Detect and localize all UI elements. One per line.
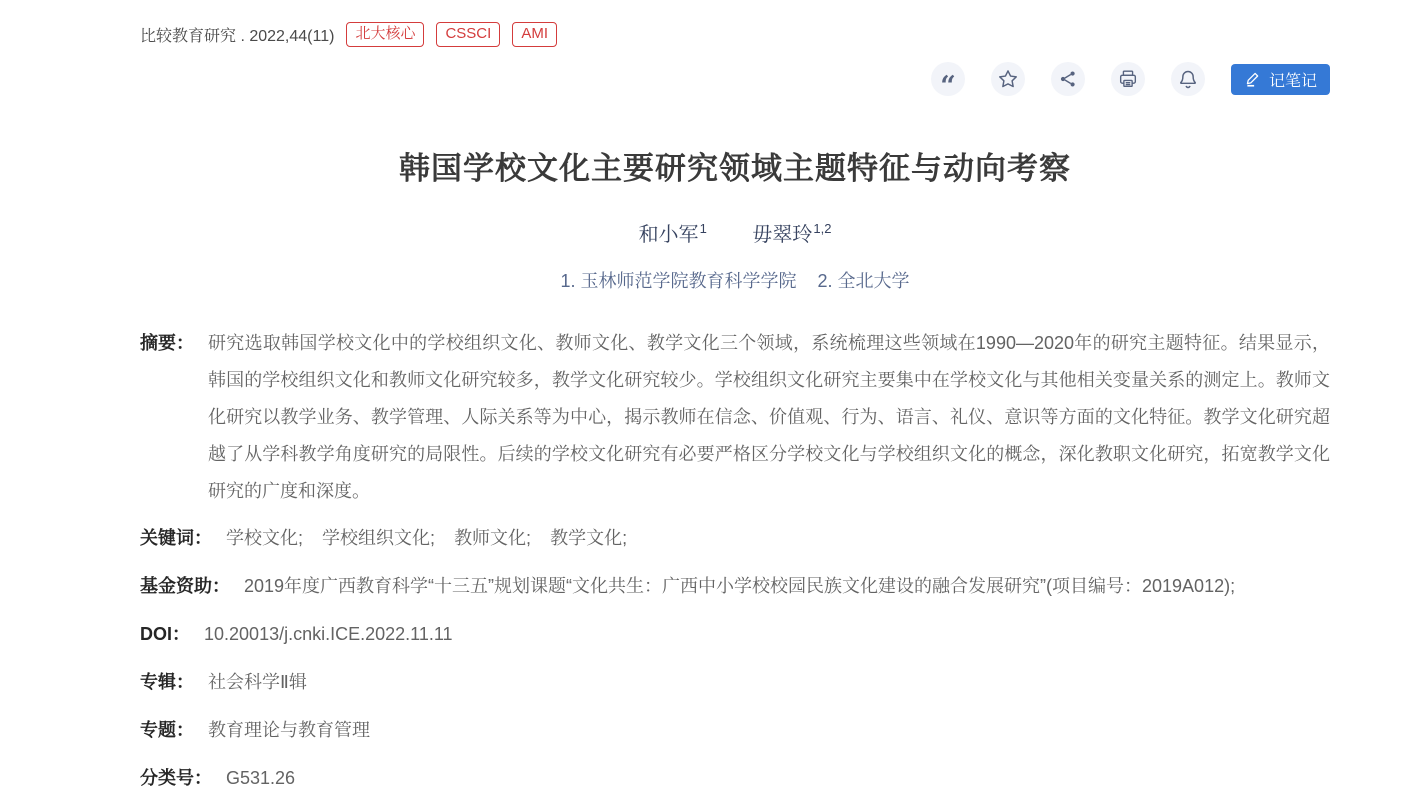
journal-source-link[interactable]: 比较教育研究 . 2022,44(11) [140, 28, 335, 45]
article-title: 韩国学校文化主要研究领域主题特征与动向考察 [399, 151, 1071, 186]
print-button[interactable] [1111, 62, 1145, 96]
fund-row [140, 568, 1330, 605]
take-note-label: 记笔记 [1268, 72, 1317, 90]
keyword-link[interactable]: 教学文化; [550, 528, 628, 549]
author-affil-sup: 1 [699, 221, 707, 237]
clc-value: G531.26 [226, 767, 296, 788]
alert-button[interactable] [1171, 62, 1205, 96]
quote-button[interactable]: “ [931, 62, 965, 96]
action-toolbar [140, 61, 1330, 102]
clc-label: 分类号： [140, 767, 212, 788]
take-note-button[interactable] [1231, 64, 1330, 95]
journal-line [140, 22, 1330, 47]
bell-icon [1177, 68, 1199, 90]
keyword-link[interactable]: 学校文化; [226, 528, 304, 549]
keyword-link[interactable]: 学校组织文化; [322, 528, 436, 549]
keywords-row [140, 520, 1330, 557]
author-link[interactable] [752, 221, 832, 246]
abstract-text: 研究选取韩国学校文化中的学校组织文化、教师文化、教学文化三个领域，系统梳理这些领域在1990—2020年的研究主题特征。结果显示，韩国的学校组织文化和教师文化研究较多，教学文化研究较少。学校组织文化研究主要集中在学校文化与其他相关变量关系的测定上。教师文化研究以教学业务、教学管理、人际关系等为中心，揭示教师在信念、价值观、行为、语言、礼仪、意识等方面的文化特征。教学文化研究超越了从学科教学角度研究的局限性。后续的学校文化研究有必要严格区分学校文化与学校组织文化的概念，深化教职文化研究，拓宽教学文化研究的广度和深度。 [208, 333, 1330, 501]
author-link[interactable] [638, 221, 707, 246]
pencil-icon [1244, 70, 1262, 88]
abstract-row [140, 325, 1330, 509]
subject-value: 教育理论与教育管理 [208, 720, 370, 741]
author-affil-sup: 1,2 [813, 221, 832, 237]
share-button[interactable] [1051, 62, 1085, 96]
share-icon [1058, 69, 1078, 89]
subject-label: 专题： [140, 720, 194, 741]
badge-ami: AMI [512, 22, 557, 47]
author-name: 毋翠玲 [752, 224, 813, 246]
doi-value: 10.20013/j.cnki.ICE.2022.11.11 [204, 624, 453, 645]
metadata-section [140, 325, 1330, 797]
album-label: 专辑： [140, 672, 194, 693]
affiliation-link[interactable]: 1. 玉林师范学院教育科学学院 [560, 271, 797, 291]
fund-text[interactable]: 2019年度广西教育科学“十三五”规划课题“文化共生：广西中小学校校园民族文化建设的融合发展研究”(项目编号：2019A012); [244, 576, 1236, 597]
abstract-label: 摘要： [140, 333, 194, 353]
badge-pku-core: 北大核心 [346, 22, 424, 47]
article-detail-page [140, 0, 1330, 797]
affiliation-link[interactable]: 2. 全北大学 [817, 271, 910, 291]
author-list [140, 218, 1330, 247]
clc-row [140, 760, 1330, 797]
doi-row [140, 616, 1330, 653]
badge-cssci: CSSCI [436, 22, 500, 47]
album-row [140, 664, 1330, 701]
keywords-list [226, 520, 641, 557]
keyword-link[interactable]: 教师文化; [454, 528, 532, 549]
author-name: 和小军 [638, 224, 699, 246]
affiliation-list [140, 267, 1330, 293]
doi-label: DOI： [140, 624, 191, 645]
star-icon [997, 68, 1019, 90]
fund-label: 基金资助： [140, 576, 230, 597]
subject-row [140, 712, 1330, 749]
album-value: 社会科学Ⅱ辑 [208, 672, 307, 693]
favorite-button[interactable] [991, 62, 1025, 96]
printer-icon [1117, 68, 1139, 90]
keywords-label: 关键词： [140, 528, 212, 549]
